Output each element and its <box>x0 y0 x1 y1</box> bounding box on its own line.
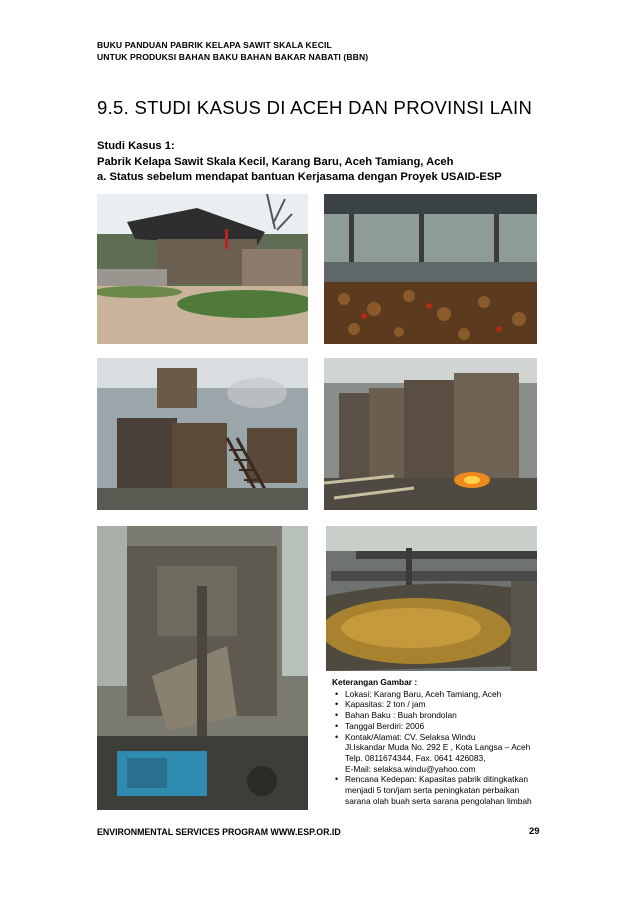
plan-line-1: menjadi 5 ton/jam serta peningkatan perbaikan <box>345 785 520 796</box>
photo-sterilizer-tanks <box>97 358 308 510</box>
caption-item-plan: • Rencana Kedepan: Kapasitas pabrik ditingkatkan <box>332 774 547 785</box>
section-title: 9.5. STUDI KASUS DI ACEH DAN PROVINSI LAIN <box>97 97 533 118</box>
caption-item-established: • Tanggal Berdiri: 2006 <box>332 721 547 732</box>
running-header <box>97 40 368 63</box>
caption-item-location: • Lokasi: Karang Baru, Aceh Tamiang, Aceh <box>332 689 547 700</box>
photo-oil-tank <box>326 526 537 671</box>
photo-press-machine <box>97 526 308 810</box>
contact-line-2: Telp. 0811674344, Fax. 0641 426083, <box>345 752 486 763</box>
case-heading: Studi Kasus 1: <box>97 140 175 152</box>
plan-line-2: sarana olah buah serta sarana pengolahan limbah <box>345 795 532 806</box>
case-status <box>97 170 502 186</box>
contact-line-1: Jl.Iskandar Muda No. 292 E , Kota Langsa – Aceh <box>345 742 531 753</box>
contact-line-3: E-Mail: selaksa.windu@yahoo.com <box>345 763 476 774</box>
photo-boiling-tanks <box>324 358 537 510</box>
caption-item-capacity: • Kapasitas: 2 ton / jam <box>332 699 547 710</box>
page-number: 29 <box>529 826 540 837</box>
caption-item-contact: • Kontak/Alamat: CV. Selaksa Windu <box>332 732 547 743</box>
status-text: a. Status sebelum mendapat bantuan Kerjasama dengan Proyek <box>97 171 441 183</box>
status-project: USAID-ESP <box>440 171 502 183</box>
caption-item-raw-material: • Bahan Baku : Buah brondolan <box>332 710 547 721</box>
photo-factory-exterior <box>97 194 308 344</box>
photo-fruit-bin <box>324 194 537 344</box>
caption-heading: Keterangan Gambar : <box>332 677 418 687</box>
case-study-block <box>97 139 502 186</box>
header-line-1: BUKU PANDUAN PABRIK KELAPA SAWIT SKALA KECIL <box>97 40 332 50</box>
caption-list <box>332 689 547 807</box>
case-location: Pabrik Kelapa Sawit Skala Kecil, Karang Baru, Aceh Tamiang, Aceh <box>97 155 454 168</box>
header-line-2: UNTUK PRODUKSI BAHAN BAKU BAHAN BAKAR NABATI (BBN) <box>97 51 369 62</box>
page-footer: ENVIRONMENTAL SERVICES PROGRAM WWW.ESP.OR.ID <box>97 827 341 837</box>
image-caption <box>332 677 547 806</box>
